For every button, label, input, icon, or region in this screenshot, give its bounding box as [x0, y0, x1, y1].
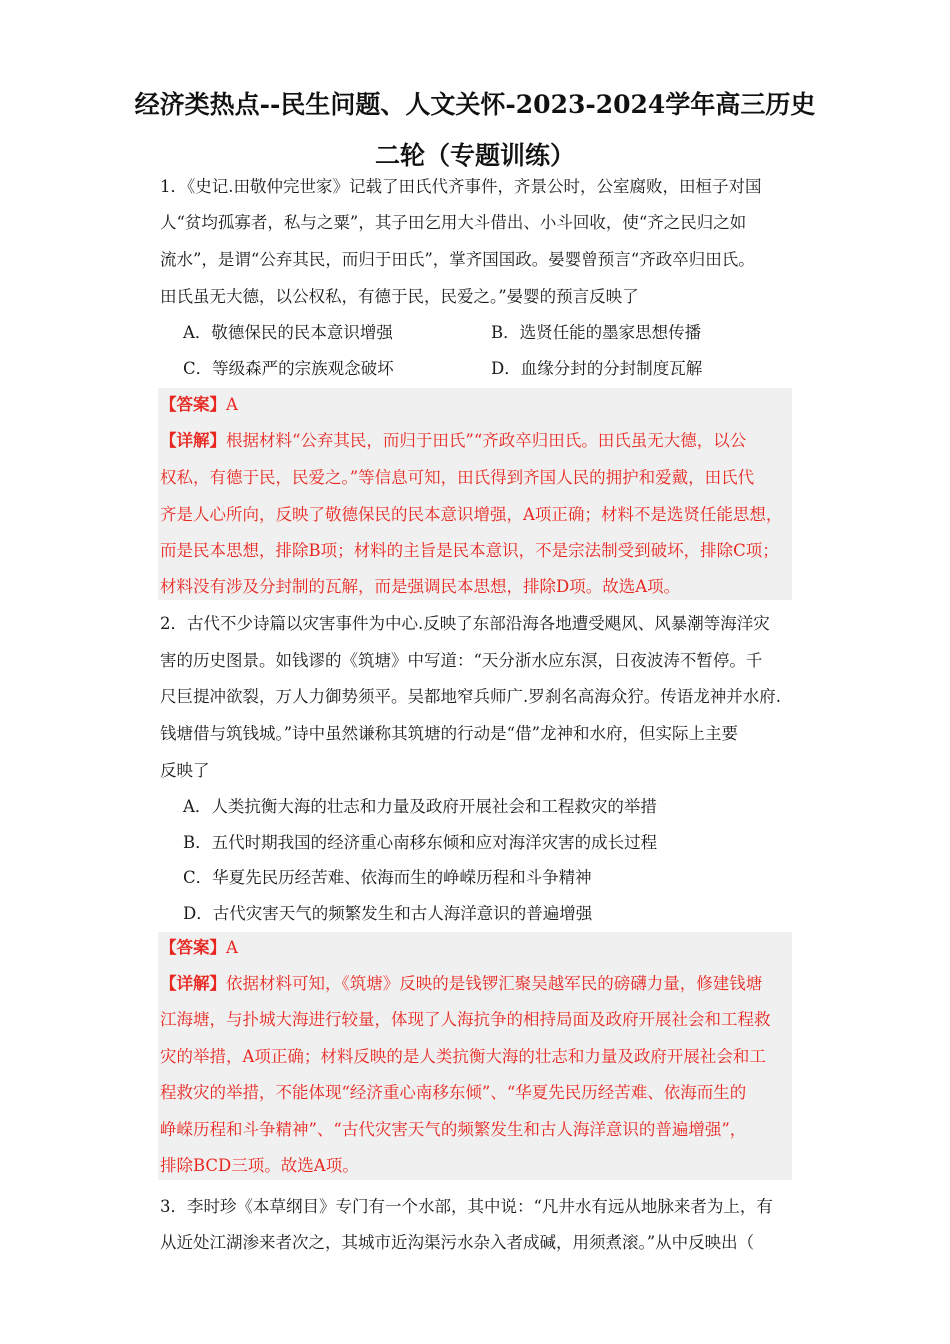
- q1-stem-line: 人“贫均孤寡者，私与之粟”，其子田乞用大斗借出、小斗回收，使“齐之民归之如: [160, 213, 747, 232]
- detail-tag: 【详解】: [160, 431, 226, 450]
- q1-option-a: A．敬德保民的民本意识增强: [183, 323, 393, 342]
- answer-tag: 【答案】: [160, 395, 226, 414]
- q1-option-c: C．等级森严的宗族观念破坏: [183, 359, 394, 378]
- q2-detail-line: 江海塘，与扑城大海进行较量，体现了人海抗争的相持局面及政府开展社会和工程救: [160, 1010, 771, 1029]
- q2-detail-line: 灾的举措，A项正确；材料反映的是人类抗衡大海的壮志和力量及政府开展社会和工: [160, 1047, 766, 1066]
- detail-text: 依据材料可知，《筑塘》反映的是钱锣汇聚吴越军民的磅礴力量，修建钱塘: [226, 974, 763, 993]
- q2-stem-line: 尺巨提冲欲裂，万人力御势须平。吴都地窄兵师广.罗刹名高海众狞。传语龙神并水府.: [160, 687, 781, 706]
- q1-detail-line: 材料没有涉及分封制的瓦解，而是强调民本思想，排除D项。故选A项。: [160, 577, 681, 596]
- q3-stem-line: 从近处江湖渗来者次之，其城市近沟渠污水杂入者成碱，用须煮滚。”从中反映出（: [160, 1233, 755, 1252]
- q1-stem-line: 流水”，是谓“公弃其民，而归于田氏”，掌齐国国政。晏婴曾预言“齐政卒归田氏。: [160, 250, 755, 269]
- q1-stem-line: 田氏虽无大德，以公权私，有德于民，民爱之。”晏婴的预言反映了: [160, 287, 639, 306]
- answer-value: A: [226, 395, 238, 414]
- q2-stem-line: 2．古代不少诗篇以灾害事件为中心.反映了东部沿海各地遭受飓风、风暴潮等海洋灾: [160, 614, 770, 633]
- q1-answer: [160, 394, 792, 416]
- q2-option-a: A．人类抗衡大海的壮志和力量及政府开展社会和工程救灾的举措: [183, 797, 657, 816]
- q1-detail-line: 而是民本思想，排除B项；材料的主旨是民本意识，不是宗法制受到破坏，排除C项；: [160, 541, 779, 560]
- q2-answer-box: [158, 932, 792, 1180]
- doc-title-line1: 经济类热点--民生问题、人文关怀-2023-2024学年高三历史: [134, 90, 816, 119]
- q1-answer-box: [158, 388, 792, 600]
- doc-title-line2: 二轮（专题训练）: [374, 141, 575, 170]
- detail-tag: 【详解】: [160, 974, 226, 993]
- answer-tag: 【答案】: [160, 938, 226, 957]
- q3-stem-line: 3．李时珍《本草纲目》专门有一个水部，其中说：“凡井水有远从地脉来者为上，有: [160, 1197, 773, 1216]
- q1-stem-line: 1．《史记.田敬仲完世家》记载了田氏代齐事件，齐景公时，公室腐败，田桓子对国: [160, 177, 762, 196]
- q2-detail-line: 排除BCD三项。故选A项。: [160, 1156, 359, 1175]
- q1-detail-line: 齐是人心所向，反映了敬德保民的民本意识增强，A项正确；材料不是选贤任能思想，: [160, 505, 783, 524]
- q2-stem-line: 反映了: [160, 761, 210, 780]
- q1-detail-line: 权私，有德于民，民爱之。”等信息可知，田氏得到齐国人民的拥护和爱戴，田氏代: [160, 468, 755, 487]
- q1-detail-line: [160, 430, 792, 452]
- q1-option-b: B．选贤任能的墨家思想传播: [491, 323, 702, 342]
- q2-answer: [160, 937, 792, 959]
- detail-text: 根据材料“公弃其民，而归于田氏”“齐政卒归田氏。田氏虽无大德，以公: [226, 431, 747, 450]
- q2-detail-line: 程救灾的举措，不能体现“经济重心南移东倾”、“华夏先民历经苦难、依海而生的: [160, 1083, 747, 1102]
- q2-option-c: C．华夏先民历经苦难、依海而生的峥嵘历程和斗争精神: [183, 868, 592, 887]
- q2-option-d: D．古代灾害天气的频繁发生和古人海洋意识的普遍增强: [183, 904, 593, 923]
- q1-option-d: D．血缘分封的分封制度瓦解: [491, 359, 703, 378]
- q2-stem-line: 害的历史图景。如钱谬的《筑塘》中写道：“天分浙水应东溟，日夜波涛不暂停。千: [160, 651, 763, 670]
- q2-stem-line: 钱塘借与筑钱城。”诗中虽然谦称其筑塘的行动是“借”龙神和水府，但实际上主要: [160, 724, 739, 743]
- q2-option-b: B．五代时期我国的经济重心南移东倾和应对海洋灾害的成长过程: [183, 833, 658, 852]
- q2-detail-line: 峥嵘历程和斗争精神”、“古代灾害天气的频繁发生和古人海洋意识的普遍增强”，: [160, 1120, 747, 1139]
- answer-value: A: [226, 938, 238, 957]
- q2-detail-line: [160, 973, 792, 995]
